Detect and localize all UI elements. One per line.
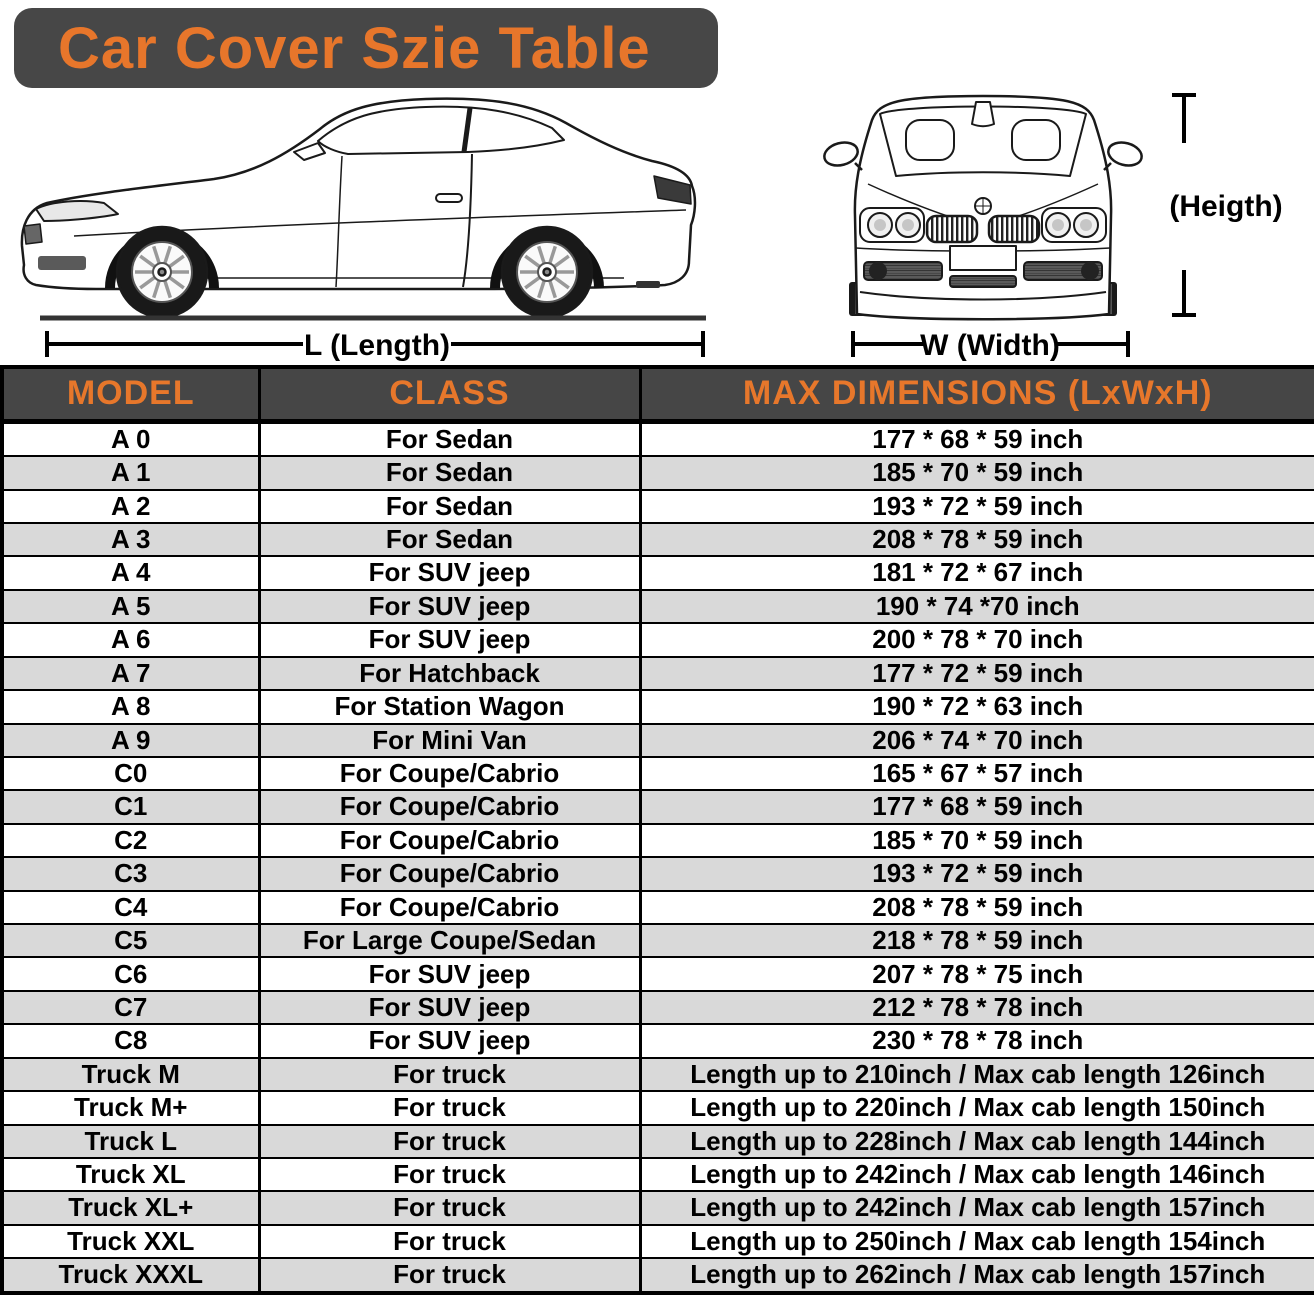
model-cell: C7 [2,991,259,1024]
dims-cell: 190 * 74 *70 inch [640,590,1314,623]
class-cell: For Mini Van [259,724,640,757]
class-cell: For SUV jeep [259,957,640,990]
dims-cell: 190 * 72 * 63 inch [640,690,1314,723]
class-cell: For Coupe/Cabrio [259,891,640,924]
table-row [2,857,1314,890]
class-cell: For truck [259,1225,640,1258]
table-row [2,1125,1314,1158]
dims-cell: 177 * 72 * 59 inch [640,657,1314,690]
table-row [2,556,1314,589]
table-row [2,1225,1314,1258]
length-label: L (Length) [303,329,451,362]
dims-cell: 177 * 68 * 59 inch [640,790,1314,823]
table-row [2,690,1314,723]
table-row [2,957,1314,990]
class-cell: For truck [259,1125,640,1158]
model-cell: Truck L [2,1125,259,1158]
table-row [2,456,1314,489]
header-model: MODEL [2,367,259,421]
model-cell: C4 [2,891,259,924]
model-cell: A 1 [2,456,259,489]
table-row [2,1058,1314,1091]
height-label: (Heigth) [1169,190,1283,223]
table-row [2,657,1314,690]
class-cell: For SUV jeep [259,556,640,589]
dims-cell: 207 * 78 * 75 inch [640,957,1314,990]
model-cell: Truck M [2,1058,259,1091]
class-cell: For Sedan [259,421,640,456]
class-cell: For truck [259,1058,640,1091]
dims-cell: Length up to 262inch / Max cab length 157inch [640,1258,1314,1293]
car-dimension-diagram [0,88,1314,366]
model-cell: C3 [2,857,259,890]
model-cell: A 3 [2,523,259,556]
dims-cell: Length up to 242inch / Max cab length 157inch [640,1191,1314,1224]
header-max-dimensions: MAX DIMENSIONS (LxWxH) [640,367,1314,421]
dims-cell: 200 * 78 * 70 inch [640,623,1314,656]
model-cell: C5 [2,924,259,957]
table-row [2,1191,1314,1224]
class-cell: For SUV jeep [259,590,640,623]
size-table-body [2,421,1314,1293]
class-cell: For Coupe/Cabrio [259,790,640,823]
title-banner [14,8,718,88]
table-row [2,623,1314,656]
front-view-car-illustration [822,96,1145,319]
model-cell: A 4 [2,556,259,589]
model-cell: Truck XL [2,1158,259,1191]
class-cell: For Sedan [259,523,640,556]
class-cell: For Sedan [259,456,640,489]
model-cell: A 5 [2,590,259,623]
class-cell: For SUV jeep [259,1024,640,1057]
dims-cell: Length up to 210inch / Max cab length 126inch [640,1058,1314,1091]
model-cell: C2 [2,824,259,857]
class-cell: For Sedan [259,490,640,523]
model-cell: A 2 [2,490,259,523]
table-row [2,1158,1314,1191]
class-cell: For Station Wagon [259,690,640,723]
model-cell: C8 [2,1024,259,1057]
class-cell: For truck [259,1258,640,1293]
side-view-car-illustration [22,99,695,317]
dims-cell: Length up to 220inch / Max cab length 150inch [640,1091,1314,1124]
table-row [2,490,1314,523]
model-cell: A 8 [2,690,259,723]
model-cell: Truck XL+ [2,1191,259,1224]
table-row [2,724,1314,757]
model-cell: C6 [2,957,259,990]
table-row [2,790,1314,823]
class-cell: For Coupe/Cabrio [259,757,640,790]
dims-cell: 218 * 78 * 59 inch [640,924,1314,957]
header-class: CLASS [259,367,640,421]
table-row [2,1024,1314,1057]
model-cell: Truck M+ [2,1091,259,1124]
model-cell: A 9 [2,724,259,757]
table-header-row [2,367,1314,421]
dims-cell: Length up to 242inch / Max cab length 146inch [640,1158,1314,1191]
dims-cell: Length up to 228inch / Max cab length 144inch [640,1125,1314,1158]
table-row [2,757,1314,790]
dims-cell: 177 * 68 * 59 inch [640,421,1314,456]
class-cell: For Coupe/Cabrio [259,857,640,890]
table-row [2,590,1314,623]
dims-cell: 165 * 67 * 57 inch [640,757,1314,790]
class-cell: For Large Coupe/Sedan [259,924,640,957]
model-cell: C0 [2,757,259,790]
model-cell: Truck XXXL [2,1258,259,1293]
page-title: Car Cover Szie Table [58,15,651,81]
dims-cell: 193 * 72 * 59 inch [640,857,1314,890]
class-cell: For Hatchback [259,657,640,690]
size-table [0,365,1314,1295]
model-cell: A 0 [2,421,259,456]
width-label: W (Width) [920,329,1060,362]
table-row [2,891,1314,924]
model-cell: C1 [2,790,259,823]
class-cell: For truck [259,1191,640,1224]
dims-cell: 185 * 70 * 59 inch [640,824,1314,857]
dims-cell: 185 * 70 * 59 inch [640,456,1314,489]
table-row [2,1258,1314,1293]
dims-cell: 230 * 78 * 78 inch [640,1024,1314,1057]
class-cell: For truck [259,1158,640,1191]
dims-cell: 208 * 78 * 59 inch [640,891,1314,924]
class-cell: For SUV jeep [259,623,640,656]
table-row [2,991,1314,1024]
model-cell: A 7 [2,657,259,690]
dims-cell: 212 * 78 * 78 inch [640,991,1314,1024]
model-cell: A 6 [2,623,259,656]
table-row [2,824,1314,857]
class-cell: For Coupe/Cabrio [259,824,640,857]
table-row [2,523,1314,556]
class-cell: For SUV jeep [259,991,640,1024]
table-row [2,421,1314,456]
dims-cell: 208 * 78 * 59 inch [640,523,1314,556]
dims-cell: Length up to 250inch / Max cab length 154inch [640,1225,1314,1258]
table-row [2,924,1314,957]
table-row [2,1091,1314,1124]
class-cell: For truck [259,1091,640,1124]
dims-cell: 181 * 72 * 67 inch [640,556,1314,589]
model-cell: Truck XXL [2,1225,259,1258]
dims-cell: 193 * 72 * 59 inch [640,490,1314,523]
dims-cell: 206 * 74 * 70 inch [640,724,1314,757]
